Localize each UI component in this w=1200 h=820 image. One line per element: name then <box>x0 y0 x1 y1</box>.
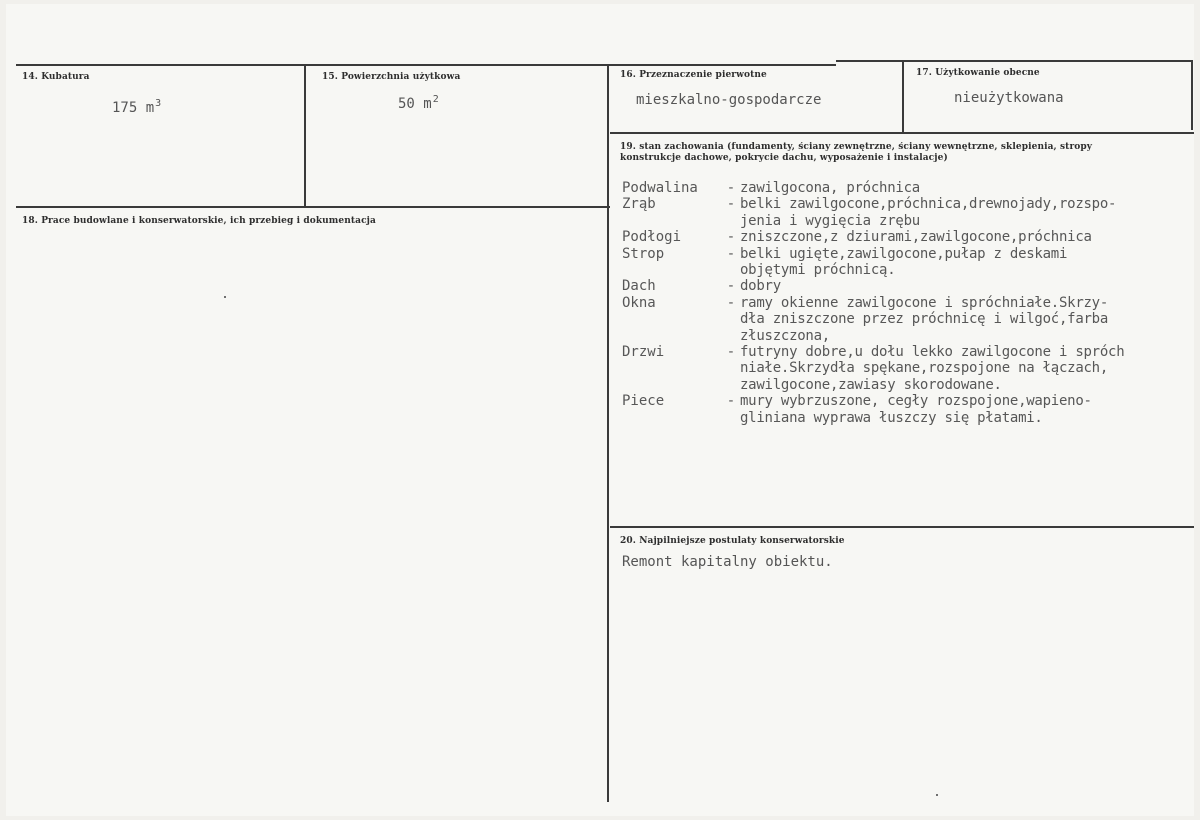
condition-text: ramy okienne zawilgocone i spróchniałe.Skrzy- dła zniszczone przez próchnicę i wilgoć,farba złuszczona, <box>740 294 1109 344</box>
field-15-label: 15. Powierzchnia użytkowa <box>322 72 461 82</box>
condition-key: Dach <box>622 278 656 295</box>
condition-text: belki zawilgocone,próchnica,drewnojady,rozspo- jenia i wygięcia zrębu <box>740 196 1117 229</box>
condition-row: Zrąb - belki zawilgocone,próchnica,drewnojady,rozspo- jenia i wygięcia zrębu <box>622 196 1200 229</box>
condition-text: belki ugięte,zawilgocone,pułap z deskami objętymi próchnicą. <box>740 245 1068 279</box>
condition-row: Piece - mury wybrzuszone, cegły rozspojone,wapieno- gliniana wyprawa łuszczy się płatami. <box>622 393 1200 426</box>
col-divider-1 <box>304 64 306 206</box>
condition-text: futryny dobre,u dołu lekko zawilgocone i spróch niałe.Skrzydła spękane,rozspojone na łączach, zawilgocone,zawiasy skorodowane. <box>740 344 1125 393</box>
field-14-exponent: 3 <box>155 98 162 109</box>
record-card <box>6 4 1194 816</box>
field-16-value: mieszkalno-gospodarcze <box>636 92 822 108</box>
condition-row: Okna - ramy okienne zawilgocone i spróchniałe.Skrzy- dła zniszczone przez próchnicę i wilgoć,farba złuszczona, <box>622 295 1200 344</box>
field-15-number: 50 m <box>398 96 432 112</box>
top-border-left <box>16 64 836 66</box>
col-divider-3 <box>902 62 904 132</box>
paper-speck <box>224 296 226 298</box>
condition-row: Drzwi - futryny dobre,u dołu lekko zawilgocone i spróch niałe.Skrzydła spękane,rozspojone na łączach, zawilgocone,zawiasy skorodowane. <box>622 344 1200 393</box>
condition-text: zawilgocona, próchnica <box>740 180 920 196</box>
field-17-label: 17. Użytkowanie obecne <box>916 68 1040 78</box>
condition-key: Podwalina <box>622 180 698 196</box>
row-divider-left <box>16 206 610 208</box>
right-edge <box>1191 60 1193 130</box>
field-15-value <box>398 94 439 112</box>
condition-text: dobry <box>740 278 781 295</box>
condition-key: Okna <box>622 294 656 311</box>
condition-row: Strop - belki ugięte,zawilgocone,pułap z deskami objętymi próchnicą. <box>622 246 1200 279</box>
field-16-label: 16. Przeznaczenie pierwotne <box>620 70 767 80</box>
condition-text: zniszczone,z dziurami,zawilgocone,próchnica <box>740 229 1092 246</box>
condition-row: Podwalina - zawilgocona, próchnica <box>622 180 1200 196</box>
condition-key: Zrąb <box>622 196 656 213</box>
field-18-label: 18. Prace budowlane i konserwatorskie, ich przebieg i dokumentacja <box>22 216 376 226</box>
paper-speck <box>936 794 938 796</box>
field-14-value <box>112 98 161 116</box>
condition-key: Piece <box>622 393 665 410</box>
top-border-right <box>836 60 1192 62</box>
condition-row: Dach - dobry <box>622 278 1200 294</box>
row-divider-right-1 <box>610 132 1194 134</box>
field-20-label: 20. Najpilniejsze postulaty konserwatorskie <box>620 536 845 546</box>
field-15-exponent: 2 <box>432 94 439 105</box>
condition-key: Drzwi <box>622 344 665 361</box>
field-20-value: Remont kapitalny obiektu. <box>622 554 833 570</box>
condition-text: mury wybrzuszone, cegły rozspojone,wapieno- gliniana wyprawa łuszczy się płatami. <box>740 393 1092 426</box>
condition-row: Podłogi - zniszczone,z dziurami,zawilgocone,próchnica <box>622 229 1200 245</box>
field-14-number: 175 m <box>112 100 155 116</box>
condition-key: Podłogi <box>622 229 682 246</box>
condition-key: Strop <box>622 245 665 262</box>
col-divider-main <box>607 64 609 802</box>
condition-list <box>622 180 1200 426</box>
row-divider-right-2 <box>610 526 1194 528</box>
field-14-label: 14. Kubatura <box>22 72 90 82</box>
field-17-value: nieużytkowana <box>954 90 1064 106</box>
field-19-label: 19. stan zachowania (fundamenty, ściany zewnętrzne, ściany wewnętrzne, sklepienia, stropy konstrukcje dachowe, pokrycie dachu, wyposażenie i instalacje) <box>620 142 1093 163</box>
